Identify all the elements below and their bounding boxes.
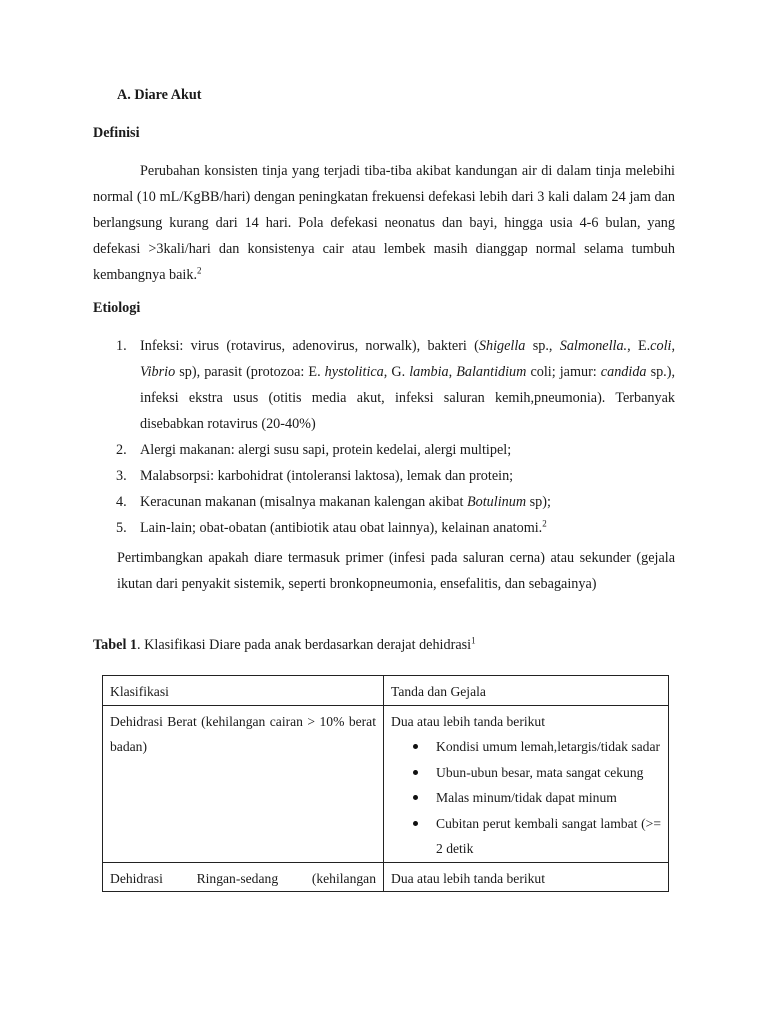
etiologi-note: Pertimbangkan apakah diare termasuk primer (infesi pada saluran cerna) atau sekunder (gejala ikutan dari penyakit sistemik, seperti bronkopneumonia, ensefalitis, dan sebagainya) <box>117 550 675 592</box>
signs-list <box>391 734 661 862</box>
table-header-cell: Tanda dan Gejala <box>384 676 669 706</box>
footnote-ref: 2 <box>542 518 547 529</box>
list-item <box>93 463 675 489</box>
text-run: sp., <box>525 338 560 354</box>
table-cell-klasifikasi <box>103 862 384 892</box>
table-cell-klasifikasi: Dehidrasi Berat (kehilangan cairan > 10% berat badan) <box>103 705 384 862</box>
italic-run: coli <box>650 338 672 354</box>
text-run: Lain-lain; obat-obatan (antibiotik atau obat lainnya), kelainan anatomi. <box>140 520 543 536</box>
signs-intro: Dua atau lebih tanda berikut <box>391 713 546 729</box>
classification-table <box>102 675 669 892</box>
table-row <box>103 705 669 862</box>
list-item-text <box>140 338 675 432</box>
definisi-ref: 2 <box>197 265 202 276</box>
text-run: coli; jamur: <box>526 364 601 380</box>
caption-label: Tabel 1 <box>93 637 138 653</box>
text-run: , <box>448 364 457 380</box>
definisi-paragraph <box>93 158 675 288</box>
text-run: Keracunan makanan (misalnya makanan kalengan akibat <box>140 494 467 510</box>
sign-item: Cubitan perut kembali sangat lambat (>= 2 detik <box>436 811 661 862</box>
caption-text: . Klasifikasi Diare pada anak berdasarkan derajat dehidrasi <box>137 637 472 653</box>
list-item <box>93 437 675 463</box>
cell-text: Dehidrasi Ringan-sedang (kehilangan <box>110 870 376 886</box>
italic-run: candida <box>600 364 647 380</box>
list-item <box>93 333 675 437</box>
list-item-text <box>140 494 551 510</box>
table-header-row <box>103 676 669 706</box>
italic-run: Salmonella. <box>559 338 628 354</box>
italic-run: Botulinum <box>466 494 527 510</box>
table-row <box>103 862 669 892</box>
text-run: sp); <box>526 494 551 510</box>
caption-ref: 1 <box>471 635 476 646</box>
signs-intro: Dua atau lebih tanda berikut <box>391 870 546 886</box>
text-run: , E. <box>627 338 651 354</box>
text-run: , <box>671 338 675 354</box>
list-item <box>93 489 675 515</box>
table-header-cell: Klasifikasi <box>103 676 384 706</box>
table-caption <box>93 637 476 654</box>
list-item-text: Malabsorpsi: karbohidrat (intoleransi laktosa), lemak dan protein; <box>140 468 514 484</box>
list-item-text <box>140 520 547 536</box>
etiologi-title: Etiologi <box>93 300 141 316</box>
text-run: sp.), infeksi ekstra usus (otitis media akut, infeksi saluran kemih,pneumonia). Terbanyak disebabkan rotavirus (20-40%) <box>140 364 675 432</box>
list-number: 2. <box>116 442 127 458</box>
list-number: 5. <box>116 520 127 536</box>
table-cell-signs <box>384 862 669 892</box>
italic-run: Shigella <box>478 338 526 354</box>
list-number: 3. <box>116 468 127 484</box>
definisi-title: Definisi <box>93 125 140 141</box>
table-cell-signs <box>384 705 669 862</box>
list-number: 4. <box>116 494 127 510</box>
italic-run: Vibrio <box>140 364 176 380</box>
list-number: 1. <box>116 338 127 354</box>
italic-run: lambia <box>409 364 449 380</box>
list-item <box>93 515 675 541</box>
etiologi-list <box>93 333 675 541</box>
sign-item: Kondisi umum lemah,letargis/tidak sadar <box>436 734 661 760</box>
italic-run: Balantidium <box>456 364 527 380</box>
text-run: , G. <box>383 364 410 380</box>
text-run: Infeksi: virus (rotavirus, adenovirus, norwalk), bakteri ( <box>140 338 479 354</box>
list-item-text: Alergi makanan: alergi susu sapi, protein kedelai, alergi multipel; <box>140 442 512 458</box>
definisi-text: Perubahan konsisten tinja yang terjadi tiba-tiba akibat kandungan air di dalam tinja melebihi normal (10 mL/KgBB/hari) dengan peningkatan frekuensi defekasi lebih dari 3 kali dalam 24 jam dan berlangsung kurang dari 14 hari. Pola defekasi neonatus dan bayi, hingga usia 4-6 bulan, yang defekasi >3kali/hari dan konsistenya cair atau lembek masih dianggap normal selama tumbuh kembangnya baik. <box>93 163 675 283</box>
sign-item: Ubun-ubun besar, mata sangat cekung <box>436 760 661 786</box>
sign-item: Malas minum/tidak dapat minum <box>436 785 661 811</box>
section-heading: A. Diare Akut <box>117 87 202 103</box>
italic-run: hystolitica <box>324 364 384 380</box>
text-run: sp), parasit (protozoa: E. <box>175 364 325 380</box>
